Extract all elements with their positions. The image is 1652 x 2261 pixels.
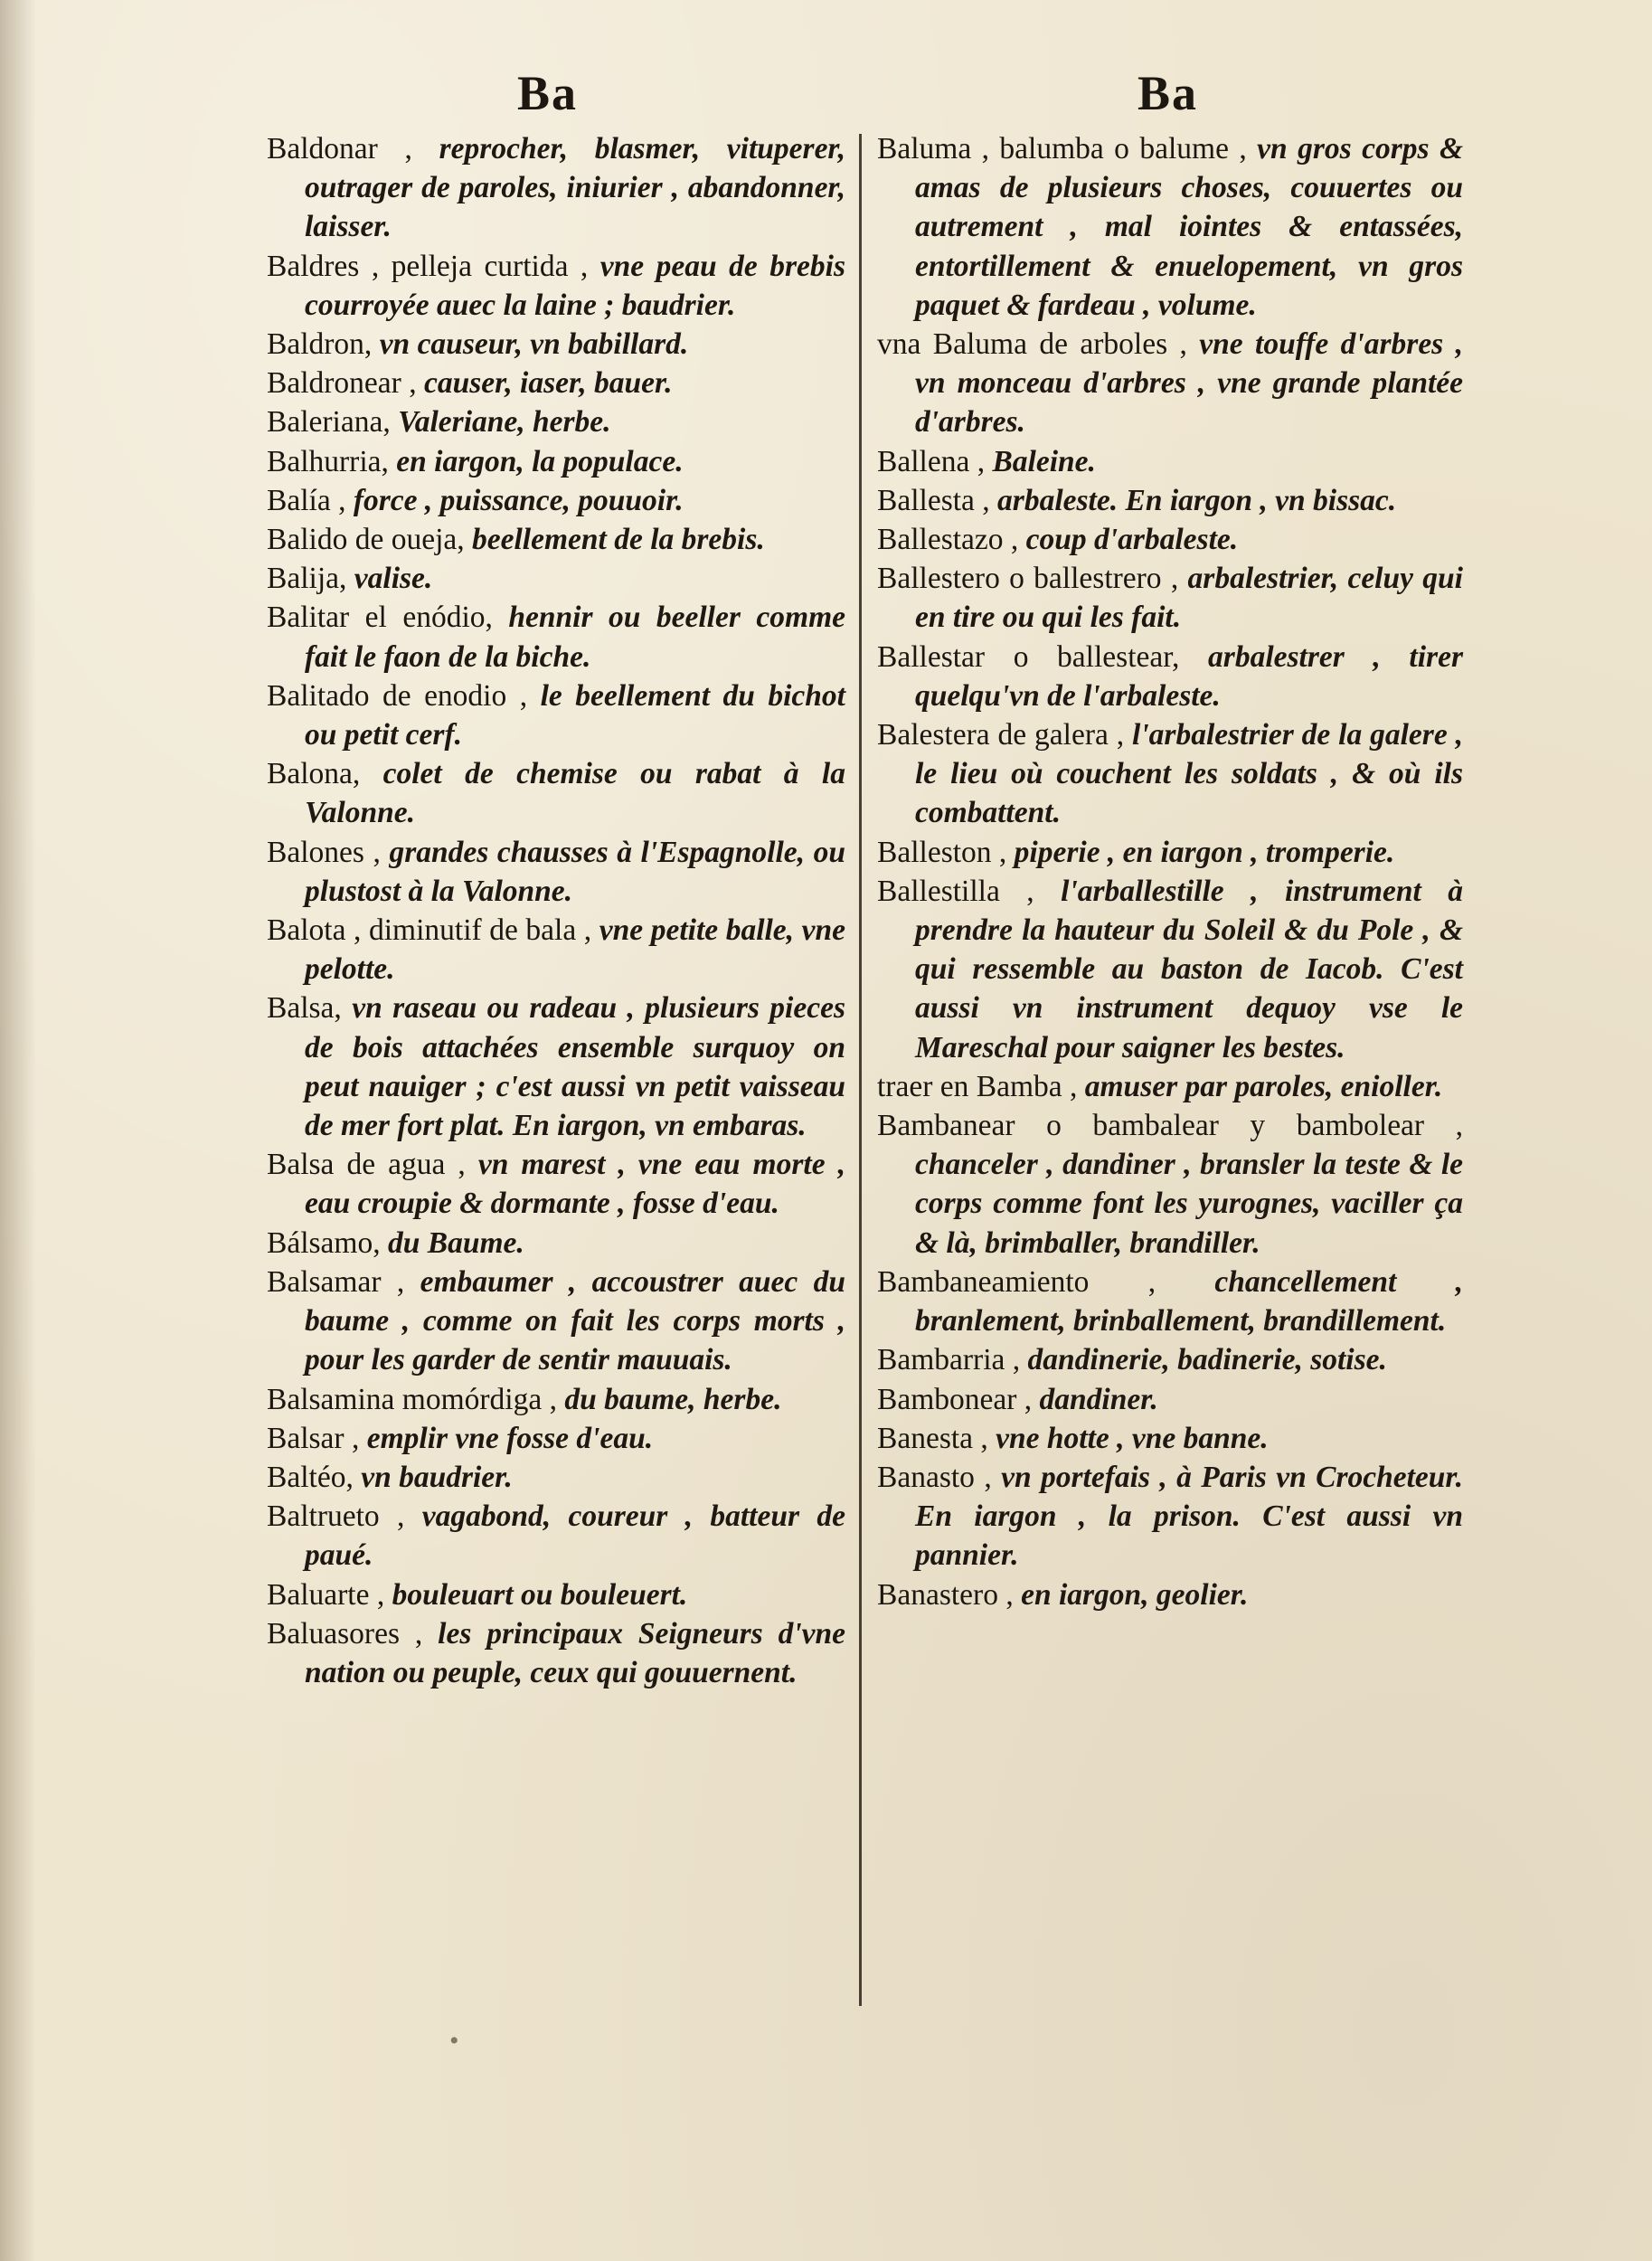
definition: vn causeur, vn babillard. (372, 327, 689, 362)
headword: Baldres , pelleja curtida , (267, 249, 589, 283)
definition: force , puissance, pouuoir. (345, 483, 684, 517)
dictionary-entry (267, 598, 845, 676)
headword: Balota , diminutif de bala , (267, 913, 592, 948)
dictionary-entry (267, 1145, 845, 1223)
dictionary-entry (877, 520, 1463, 559)
dictionary-entry (267, 325, 845, 364)
dictionary-entry (267, 911, 845, 989)
headword: Banastero , (877, 1577, 1014, 1612)
definition: chancellement , branlement, brinballement, brandillement. (915, 1264, 1464, 1339)
headword: Balsar , (267, 1421, 360, 1455)
dictionary-entry (267, 1224, 845, 1263)
headword: Baltrueto , (267, 1499, 405, 1534)
definition: amuser par paroles, enioller. (1077, 1069, 1443, 1103)
headword: Balestera de galera , (877, 718, 1125, 752)
dictionary-entry (267, 754, 845, 832)
definition: vn portefais , à Paris vn Crocheteur. En iargon , la prison. C'est aussi vn pannier. (915, 1460, 1463, 1573)
definition: du Baume. (380, 1225, 524, 1260)
headword: Baldonar , (267, 132, 412, 166)
definition: piperie , en iargon , tromperie. (1006, 835, 1395, 869)
definition: vn raseau ou radeau , plusieurs pieces de bois attachées ensemble surquoy on peut nauiger ; c'est aussi vn petit vaisseau de mer fort plat. En iargon, vn embaras. (305, 991, 845, 1143)
dictionary-entry (267, 402, 845, 441)
headword: Bambanear o bambalear y bambolear , (877, 1109, 1463, 1143)
dictionary-entry (877, 1263, 1463, 1340)
definition: Valeriane, herbe. (390, 405, 611, 440)
headword: Balones , (267, 835, 381, 869)
page-mark: • (449, 2026, 459, 2056)
dictionary-entry (877, 1419, 1463, 1458)
dictionary-entry (877, 872, 1463, 1067)
definition: arbalestrer , tirer quelqu'vn de l'arbaleste. (915, 639, 1463, 713)
dictionary-entry (877, 325, 1463, 442)
definition: coup d'arbaleste. (1018, 523, 1239, 557)
dictionary-entry (877, 1067, 1463, 1106)
headword: Balleston , (877, 835, 1007, 869)
gutter-shadow (0, 0, 36, 2261)
headword: Balija, (267, 562, 347, 596)
headword: Bambarria , (877, 1343, 1021, 1377)
definition: vne hotte , vne banne. (987, 1421, 1269, 1455)
headword: vna Baluma de arboles , (877, 327, 1187, 362)
dictionary-entry (267, 676, 845, 754)
dictionary-entry (877, 1106, 1463, 1263)
dictionary-entry (267, 1614, 845, 1692)
dictionary-entry (877, 1575, 1463, 1614)
dictionary-entry (877, 442, 1463, 481)
headword: Balona, (267, 757, 361, 791)
dictionary-entry (877, 833, 1463, 872)
headword: Balía , (267, 483, 346, 517)
dictionary-entry (267, 1458, 845, 1497)
dictionary-entry (267, 247, 845, 325)
headword: Baleriana, (267, 405, 391, 440)
dictionary-entry (267, 481, 845, 520)
dictionary-entry (877, 1340, 1463, 1379)
dictionary-entry (877, 1380, 1463, 1419)
dictionary-entry (877, 638, 1463, 715)
definition: grandes chausses à l'Espagnolle, ou plustost à la Valonne. (305, 835, 845, 908)
definition: les principaux Seigneurs d'vne nation ou peuple, ceux qui gouuernent. (305, 1616, 845, 1689)
headword: Baluasores , (267, 1616, 423, 1651)
definition: vne petite balle, vne pelotte. (305, 913, 845, 987)
dictionary-entry (877, 129, 1463, 325)
definition: vne touffe d'arbres , vn monceau d'arbres , vne grande plantée d'arbres. (915, 327, 1463, 440)
headword: Balsamina momórdiga , (267, 1382, 557, 1416)
definition: le beellement du bichot ou petit cerf. (305, 678, 845, 752)
headword: Baluarte , (267, 1577, 385, 1612)
column-divider (859, 134, 862, 2006)
definition: du baume, herbe. (556, 1382, 782, 1416)
definition: Baleine. (985, 444, 1096, 478)
headword: Baltéo, (267, 1460, 354, 1494)
definition: arbaleste. En iargon , vn bissac. (989, 483, 1397, 517)
definition: reprocher, blasmer, vituperer, outrager de paroles, iniurier , abandonner, laisser. (305, 132, 845, 244)
headword: Balhurria, (267, 444, 389, 478)
dictionary-entry (267, 520, 845, 559)
headword: Balsamar , (267, 1264, 405, 1299)
headword: Baldronear , (267, 366, 417, 401)
definition: causer, iaser, bauer. (416, 366, 673, 401)
headword: Banasto , (877, 1460, 992, 1494)
definition: vne peau de brebis courroyée auec la laine ; baudrier. (305, 249, 845, 322)
definition: hennir ou beeller comme fait le faon de la biche. (305, 601, 845, 674)
definition: colet de chemise ou rabat à la Valonne. (305, 757, 845, 830)
left-column (267, 129, 845, 1692)
running-head-right: Ba (1138, 66, 1199, 120)
dictionary-entry (267, 989, 845, 1145)
headword: Ballestero o ballestrero , (877, 562, 1179, 596)
headword: Ballestazo , (877, 523, 1019, 557)
dictionary-entry (267, 364, 845, 402)
dictionary-entry (267, 1497, 845, 1575)
dictionary-entry (267, 833, 845, 911)
dictionary-entry (267, 1575, 845, 1614)
headword: Balido de oueja, (267, 523, 465, 557)
definition: dandiner. (1032, 1382, 1158, 1416)
dictionary-entry (267, 1419, 845, 1458)
headword: Bambaneamiento , (877, 1264, 1156, 1299)
headword: Ballestar o ballestear, (877, 639, 1180, 674)
definition: beellement de la brebis. (464, 523, 765, 557)
running-head-left: Ba (517, 66, 579, 120)
headword: Balitado de enodio , (267, 678, 528, 713)
definition: valise. (346, 562, 433, 596)
headword: Balitar el enódio, (267, 601, 493, 635)
dictionary-entry (267, 1263, 845, 1380)
definition: embaumer , accoustrer auec du baume , comme on fait les corps morts , pour les garder de sentir mauuais. (305, 1264, 845, 1377)
headword: Baldron, (267, 327, 373, 362)
dictionary-entry (877, 1458, 1463, 1575)
definition: en iargon, geolier. (1013, 1577, 1249, 1612)
definition: vn baudrier. (353, 1460, 513, 1494)
definition: vagabond, coureur , batteur de paué. (305, 1499, 845, 1573)
headword: Balsa de agua , (267, 1148, 466, 1182)
definition: vn marest , vne eau morte , eau croupie & dormante , fosse d'eau. (305, 1148, 845, 1221)
headword: Ballesta , (877, 483, 990, 517)
headword: Bambonear , (877, 1382, 1033, 1416)
headword: Banesta , (877, 1421, 988, 1455)
definition: en iargon, la populace. (388, 444, 684, 478)
definition: l'arbalestrier de la galere , le lieu où couchent les soldats , & où ils combattent. (915, 718, 1463, 830)
definition: vn gros corps & amas de plusieurs choses, couuertes ou autrement , mal iointes & entassées, entortillement & enuelopement, vn gros paquet & fardeau , volume. (915, 132, 1463, 322)
dictionary-entry (877, 715, 1463, 833)
dictionary-entry (267, 559, 845, 598)
definition: arbalestrier, celuy qui en tire ou qui les fait. (915, 562, 1463, 635)
right-column (877, 129, 1463, 1614)
headword: Balsa, (267, 991, 342, 1026)
definition: dandinerie, badinerie, sotise. (1020, 1343, 1387, 1377)
dictionary-entry (267, 1380, 845, 1419)
dictionary-entry (877, 559, 1463, 637)
dictionary-entry (877, 481, 1463, 520)
dictionary-entry (267, 442, 845, 481)
definition: l'arballestille , instrument à prendre la hauteur du Soleil & du Pole , & qui ressemble au baston de Iacob. C'est aussi vn instrument dequoy vse le Mareschal pour saigner les bestes. (915, 874, 1463, 1064)
headword: Baluma , balumba o balume , (877, 132, 1247, 166)
definition: emplir vne fosse d'eau. (359, 1421, 654, 1455)
definition: bouleuart ou bouleuert. (384, 1577, 688, 1612)
headword: traer en Bamba , (877, 1069, 1078, 1103)
headword: Bálsamo, (267, 1225, 381, 1260)
definition: chanceler , dandiner , bransler la teste & le corps comme font les yurognes, vaciller ça & là, brimballer, brandiller. (915, 1148, 1463, 1260)
headword: Ballestilla , (877, 874, 1034, 908)
headword: Ballena , (877, 444, 986, 478)
dictionary-entry (267, 129, 845, 247)
